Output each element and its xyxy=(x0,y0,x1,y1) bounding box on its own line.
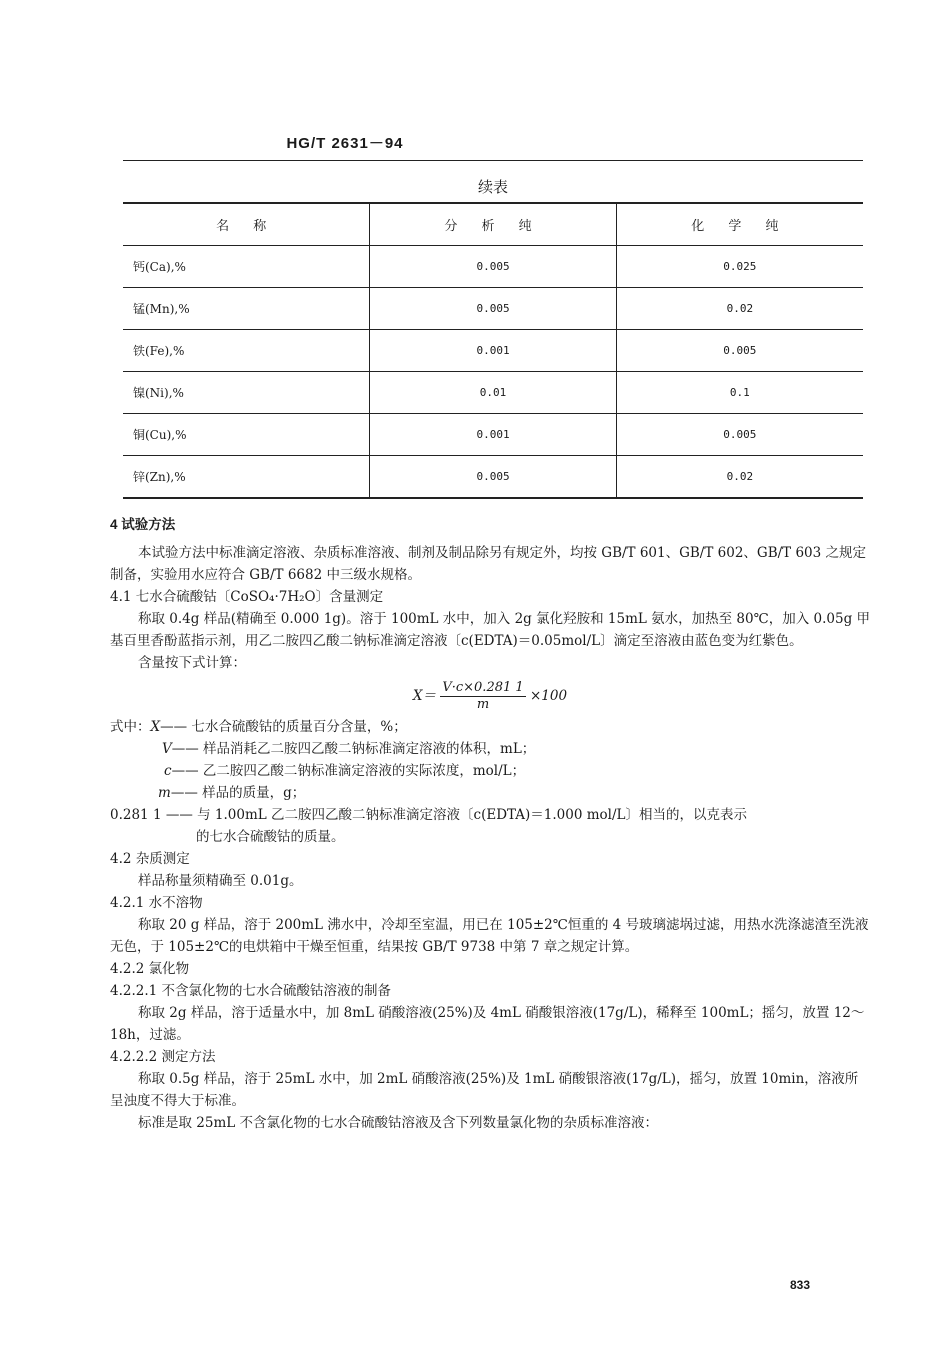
table-row xyxy=(123,288,863,330)
table-row xyxy=(123,456,863,499)
table-caption: 续表 xyxy=(477,178,508,196)
page-number: 833 xyxy=(790,1278,811,1292)
cell-ar: 0.001 xyxy=(370,330,616,372)
legend-row-constant-cont: 的七水合硫酸钴的质量。 xyxy=(196,829,345,845)
formula-fraction xyxy=(440,680,525,713)
section-4-1-procedure: 称取 0.4g 样品(精确至 0.000 1g)。溶于 100mL 水中，加入 2g 氯化羟胺和 15mL 氨水，加热至 80℃，加入 0.05g 甲基百里香酚蓝指示剂，用乙二胺四乙酸二钠标准滴定溶液〔c(EDTA)＝0.05mol/L〕滴定至溶液由蓝色变为红紫色。 xyxy=(110,611,870,649)
formula-legend xyxy=(110,716,870,848)
column-header-name: 名 称 xyxy=(123,203,370,246)
legend-row xyxy=(110,760,870,782)
formula-denominator: m xyxy=(476,697,490,712)
section-4-2-2-heading: 4.2.2 氯化物 xyxy=(110,961,190,977)
standard-code-header: HG/T 2631－94 xyxy=(286,135,404,152)
table-row xyxy=(123,414,863,456)
table-header-row xyxy=(123,203,863,246)
section-4-2-heading: 4.2 杂质测定 xyxy=(110,851,190,867)
legend-row xyxy=(110,716,870,738)
section-4-2-2-2-standard: 标准是取 25mL 不含氯化物的七水合硫酸钴溶液及含下列数量氯化物的杂质标准溶液： xyxy=(138,1115,659,1131)
impurity-table xyxy=(123,202,863,499)
column-header-ar: 分 析 纯 xyxy=(370,203,616,246)
formula-numerator: V·c×0.281 1 xyxy=(442,680,524,695)
legend-desc: —— 乙二胺四乙酸二钠标准滴定溶液的实际浓度，mol/L； xyxy=(171,763,526,779)
cell-ar: 0.005 xyxy=(370,246,616,288)
legend-symbol: m xyxy=(158,785,171,801)
cell-name: 铜(Cu),% xyxy=(123,414,370,456)
section-4-1-calc-intro: 含量按下式计算： xyxy=(138,655,246,671)
cell-name: 铁(Fe),% xyxy=(123,330,370,372)
legend-desc: —— 样品的质量，g； xyxy=(170,785,306,801)
table-row xyxy=(123,330,863,372)
cell-name: 镍(Ni),% xyxy=(123,372,370,414)
legend-lead: 式中： xyxy=(110,719,151,735)
legend-symbol: c xyxy=(164,763,172,779)
section-4-1-heading: 4.1 七水合硫酸钴〔CoSO₄·7H₂O〕含量测定 xyxy=(110,589,384,605)
content-formula xyxy=(110,680,870,712)
table-row xyxy=(123,246,863,288)
table-row xyxy=(123,372,863,414)
document-body xyxy=(110,512,870,1134)
cell-name: 钙(Ca),% xyxy=(123,246,370,288)
formula-rhs: ×100 xyxy=(529,688,568,704)
cell-cp: 0.005 xyxy=(616,330,863,372)
cell-cp: 0.025 xyxy=(616,246,863,288)
legend-desc: —— 样品消耗乙二胺四乙酸二钠标准滴定溶液的体积，mL； xyxy=(171,741,536,757)
cell-ar: 0.005 xyxy=(370,456,616,499)
section-4-2-1-text: 称取 20 g 样品，溶于 200mL 沸水中，冷却至室温，用已在 105±2℃恒重的 4 号玻璃滤埚过滤，用热水洗涤滤渣至洗液无色，于 105±2℃的电烘箱中干燥至恒重，结果按 GB/T 9738 中第 7 章之规定计算。 xyxy=(110,917,869,955)
legend-symbol: X xyxy=(150,719,161,735)
legend-symbol: V xyxy=(162,741,172,757)
cell-cp: 0.02 xyxy=(616,288,863,330)
legend-row-constant: 0.281 1 —— 与 1.00mL 乙二胺四乙酸二钠标准滴定溶液〔c(EDTA)＝1.000 mol/L〕相当的，以克表示 xyxy=(110,807,748,823)
section-4-2-2-2-text: 称取 0.5g 样品，溶于 25mL 水中，加 2mL 硝酸溶液(25%)及 1mL 硝酸银溶液(17g/L)，摇匀，放置 10min，溶液所呈浊度不得大于标准。 xyxy=(110,1071,859,1109)
cell-name: 锌(Zn),% xyxy=(123,456,370,499)
cell-cp: 0.1 xyxy=(616,372,863,414)
cell-name: 锰(Mn),% xyxy=(123,288,370,330)
section-4-heading: 4 试验方法 xyxy=(110,517,176,532)
legend-row xyxy=(110,782,870,804)
cell-cp: 0.02 xyxy=(616,456,863,499)
section-4-2-1-heading: 4.2.1 水不溶物 xyxy=(110,895,203,911)
section-4-2-2-1-text: 称取 2g 样品，溶于适量水中，加 8mL 硝酸溶液(25%)及 4mL 硝酸银溶液(17g/L)，稀释至 100mL；摇匀，放置 12～18h，过滤。 xyxy=(110,1005,865,1043)
section-4-2-text: 样品称量须精确至 0.01g。 xyxy=(138,873,303,889)
header-rule xyxy=(123,160,863,161)
section-4-intro: 本试验方法中标准滴定溶液、杂质标准溶液、制剂及制品除另有规定外，均按 GB/T 601、GB/T 602、GB/T 603 之规定制备，实验用水应符合 GB/T 6682 中三级水规格。 xyxy=(110,545,867,583)
formula-lhs: X＝ xyxy=(412,688,437,704)
cell-cp: 0.005 xyxy=(616,414,863,456)
cell-ar: 0.01 xyxy=(370,372,616,414)
legend-desc: —— 七水合硫酸钴的质量百分含量，%； xyxy=(160,719,407,735)
column-header-cp: 化 学 纯 xyxy=(616,203,863,246)
legend-row xyxy=(110,738,870,760)
section-4-2-2-1-heading: 4.2.2.1 不含氯化物的七水合硫酸钴溶液的制备 xyxy=(110,983,392,999)
section-4-2-2-2-heading: 4.2.2.2 测定方法 xyxy=(110,1049,216,1065)
cell-ar: 0.001 xyxy=(370,414,616,456)
cell-ar: 0.005 xyxy=(370,288,616,330)
